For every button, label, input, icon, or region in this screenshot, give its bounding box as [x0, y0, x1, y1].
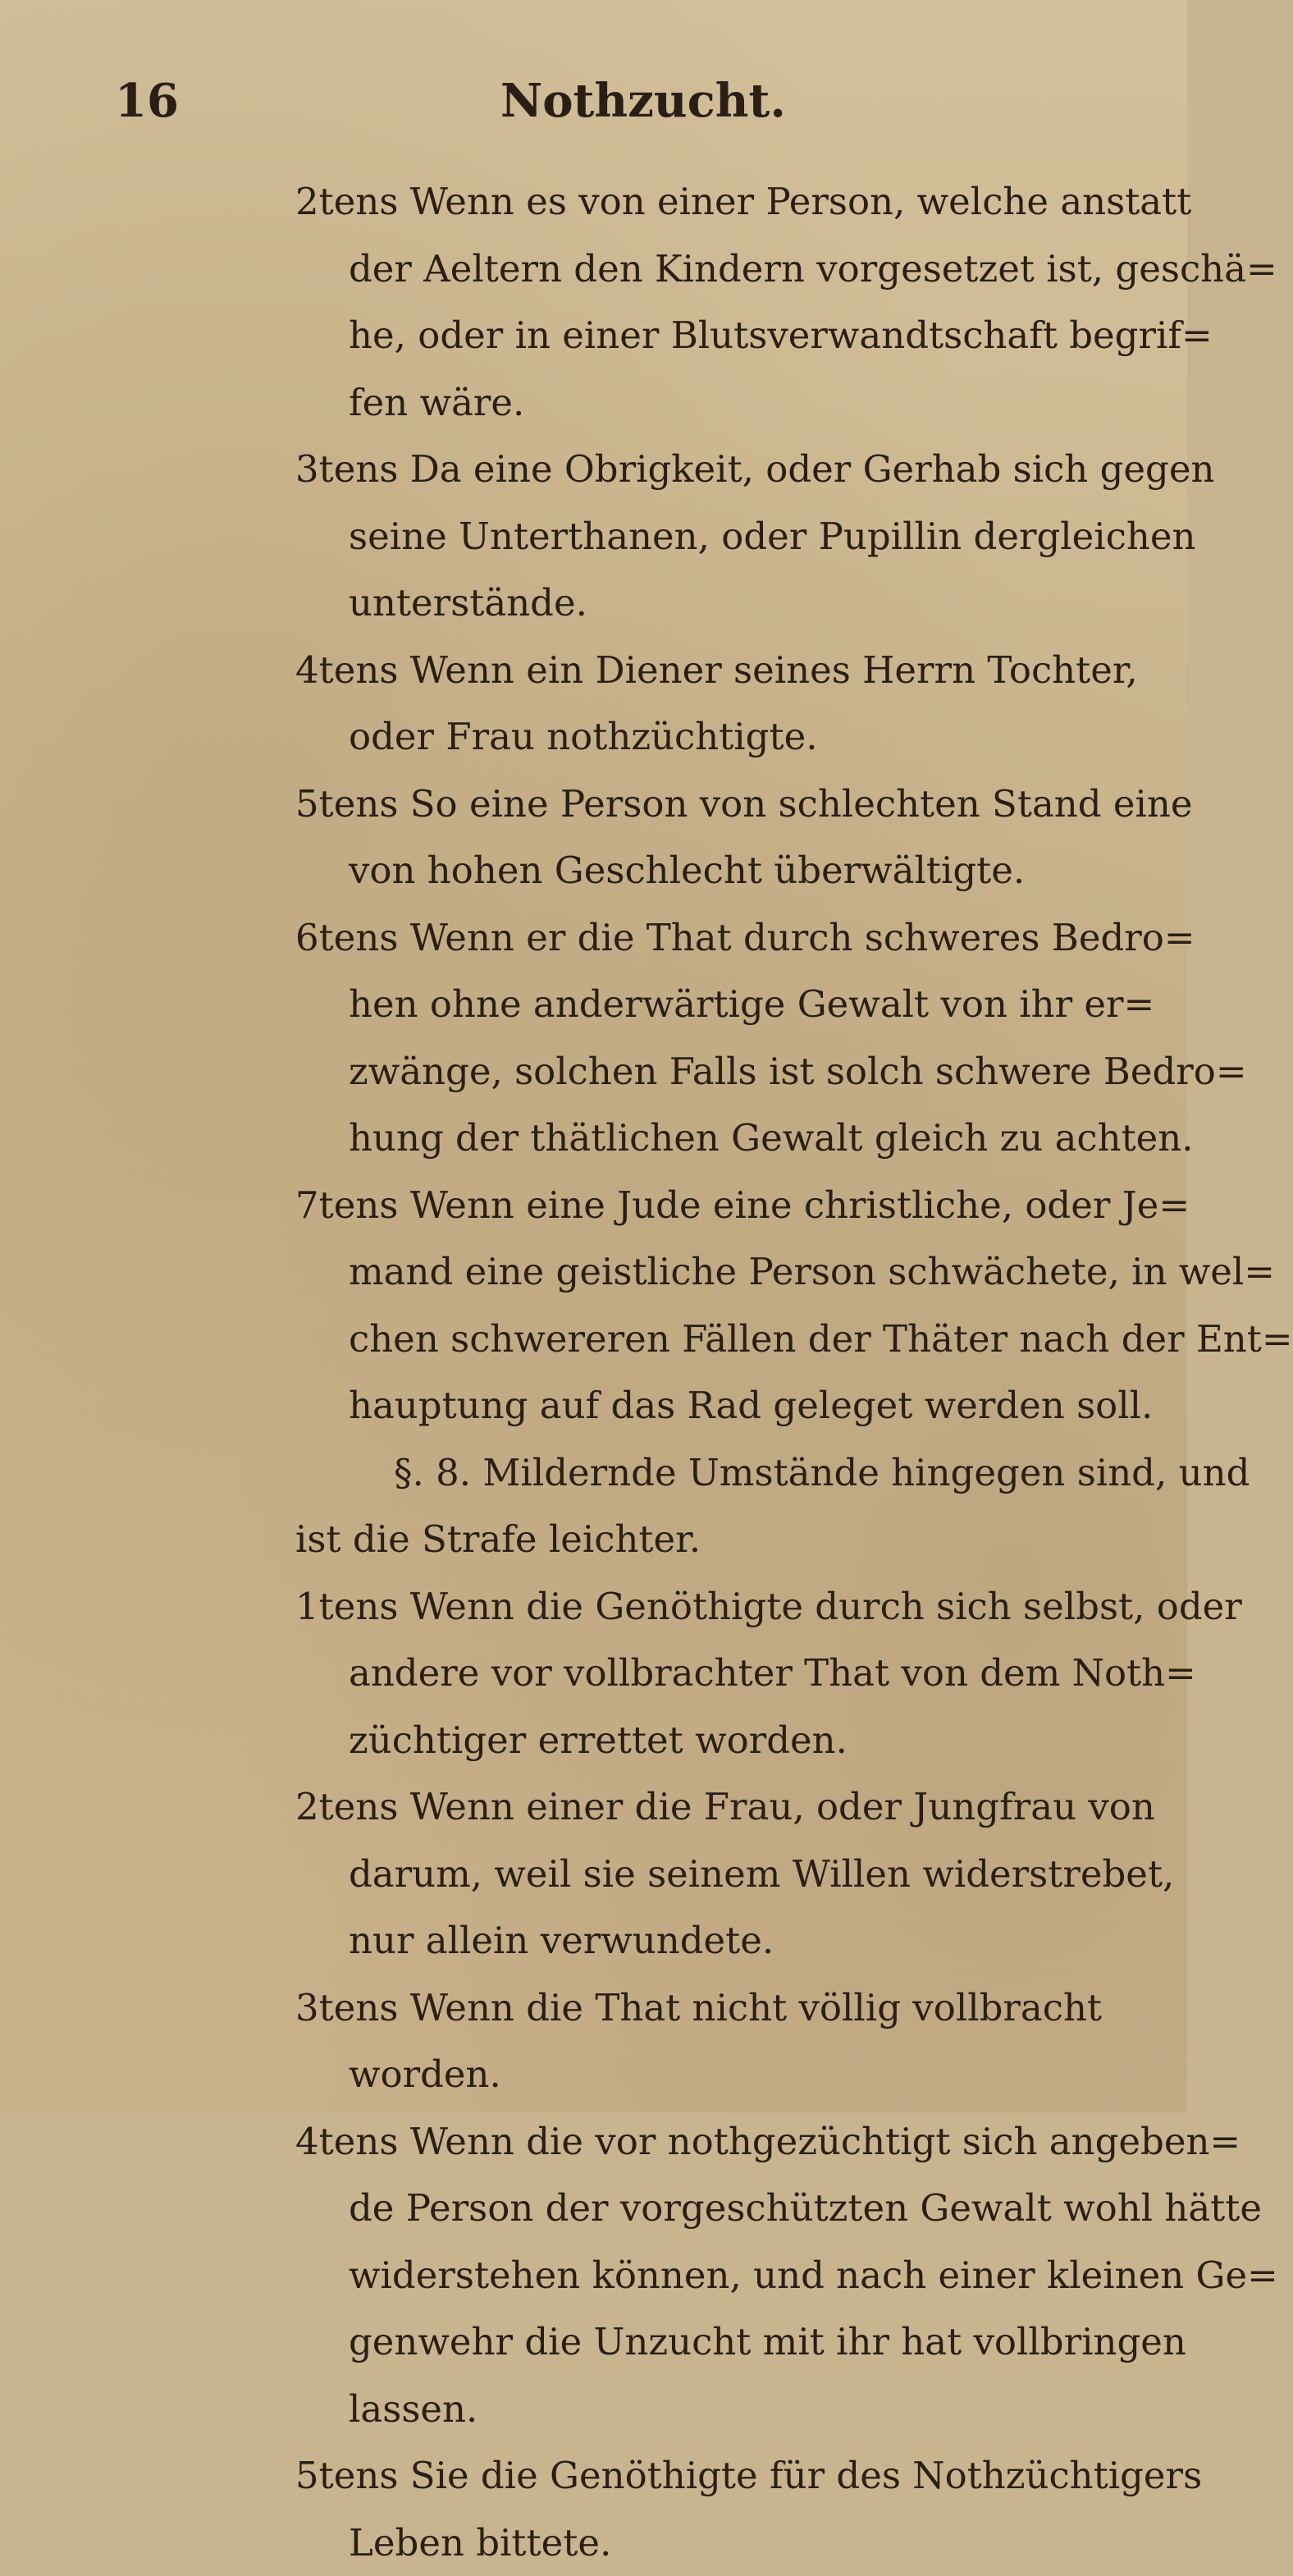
text-line: züchtiger errettet worden. — [295, 1707, 1140, 1774]
text-line: 2tens Wenn es von einer Person, welche anstatt — [295, 168, 1140, 236]
text-line: oder Frau nothzüchtigte. — [295, 703, 1140, 771]
numbered-paragraph — [295, 1573, 1140, 1774]
numbered-paragraph — [295, 1773, 1140, 1974]
text-line: von hohen Geschlecht überwältigte. — [295, 837, 1140, 904]
text-line: chen schwereren Fällen der Thäter nach der Ent= — [295, 1306, 1140, 1373]
text-line: 3tens Da eine Obrigkeit, oder Gerhab sich gegen — [295, 436, 1140, 503]
text-line: hung der thätlichen Gewalt gleich zu achten. — [295, 1105, 1140, 1172]
text-line: fen wäre. — [295, 369, 1140, 437]
text-line: 4tens Wenn ein Diener seines Herrn Tochter, — [295, 637, 1140, 704]
text-line: widerstehen können, und nach einer kleinen Ge= — [295, 2242, 1140, 2309]
text-line: der Aeltern den Kindern vorgesetzet ist, geschä= — [295, 236, 1140, 303]
text-line: 3tens Wenn die That nicht völlig vollbracht — [295, 1974, 1140, 2042]
numbered-paragraph — [295, 2442, 1140, 2576]
text-line: unterstände. — [295, 570, 1140, 637]
running-title: Nothzucht. — [500, 74, 786, 128]
text-line: 6tens Wenn er die That durch schweres Bedro= — [295, 904, 1140, 972]
text-line: zwänge, solchen Falls ist solch schwere Bedro= — [295, 1038, 1140, 1105]
numbered-paragraph — [295, 771, 1140, 904]
text-line: lassen. — [295, 2376, 1140, 2443]
page-number: 16 — [115, 74, 179, 128]
numbered-paragraph — [295, 1974, 1140, 2108]
text-line: darum, weil sie seinem Willen widerstrebet, — [295, 1841, 1140, 1908]
text-line: 4tens Wenn die vor nothgezüchtigt sich angeben= — [295, 2108, 1140, 2176]
numbered-paragraph — [295, 637, 1140, 771]
numbered-paragraph — [295, 2108, 1140, 2443]
page-header — [0, 74, 1187, 140]
text-line: 7tens Wenn eine Jude eine christliche, oder Je= — [295, 1172, 1140, 1239]
numbered-paragraph — [295, 436, 1140, 637]
numbered-paragraph — [295, 904, 1140, 1172]
text-line: 2tens Wenn einer die Frau, oder Jungfrau von — [295, 1773, 1140, 1841]
text-line: seine Unterthanen, oder Pupillin dergleichen — [295, 503, 1140, 570]
text-line: genwehr die Unzucht mit ihr hat vollbringen — [295, 2308, 1140, 2376]
page-body-text — [295, 168, 1140, 2576]
section-paragraph — [295, 1439, 1140, 1573]
text-line: 5tens Sie die Genöthigte für des Nothzüchtigers — [295, 2442, 1140, 2510]
text-line: §. 8. Mildernde Umstände hingegen sind, und — [295, 1439, 1140, 1507]
text-line: 5tens So eine Person von schlechten Stand eine — [295, 771, 1140, 838]
text-line: 1tens Wenn die Genöthigte durch sich selbst, oder — [295, 1573, 1140, 1640]
text-line: nur allein verwundete. — [295, 1907, 1140, 1974]
text-line: he, oder in einer Blutsverwandtschaft begrif= — [295, 302, 1140, 369]
text-line: mand eine geistliche Person schwächete, in wel= — [295, 1238, 1140, 1306]
text-line: ist die Strafe leichter. — [295, 1506, 1140, 1573]
text-line: hauptung auf das Rad geleget werden soll. — [295, 1372, 1140, 1439]
text-line: Leben bittete. — [295, 2510, 1140, 2576]
text-line: andere vor vollbrachter That von dem Noth= — [295, 1640, 1140, 1707]
text-line: de Person der vorgeschützten Gewalt wohl hätte — [295, 2175, 1140, 2242]
text-line: hen ohne anderwärtige Gewalt von ihr er= — [295, 971, 1140, 1038]
numbered-paragraph — [295, 1172, 1140, 1439]
numbered-paragraph — [295, 168, 1140, 436]
text-line: worden. — [295, 2041, 1140, 2108]
